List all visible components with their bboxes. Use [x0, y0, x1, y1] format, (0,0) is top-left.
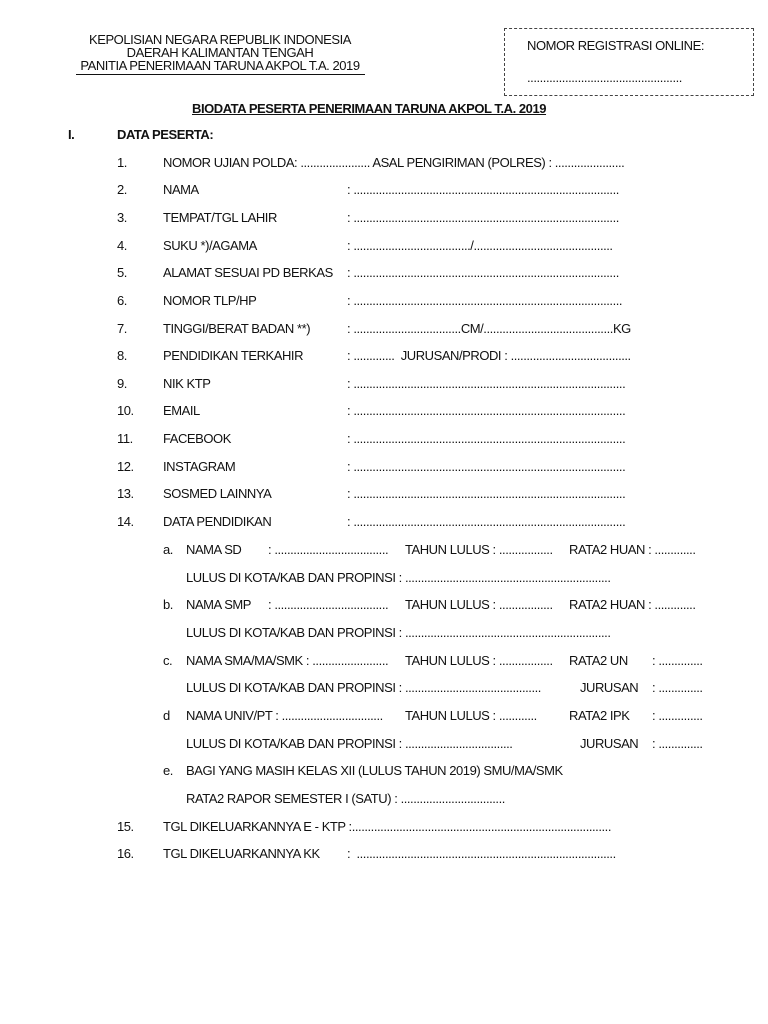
field-univ-ipk[interactable]: : ..............: [652, 708, 703, 723]
field-kk-date[interactable]: : ..................................................................................: [347, 846, 616, 861]
note-grade-xii: BAGI YANG MASIH KELAS XII (LULUS TAHUN 2019) SMU/MA/SMK: [186, 763, 563, 778]
field-name[interactable]: : ....................................................................................: [347, 182, 619, 197]
item-number: 13.: [117, 486, 134, 501]
field-nik[interactable]: : ......................................................................................: [347, 376, 626, 391]
item-number: 16.: [117, 846, 134, 861]
field-univ-name[interactable]: NAMA UNIV/PT : ................................: [186, 708, 383, 723]
field-smp-name[interactable]: : ....................................: [268, 597, 389, 612]
field-label-nik: NIK KTP: [163, 376, 211, 391]
sub-item-letter: d: [163, 708, 170, 723]
field-sma-year[interactable]: TAHUN LULUS : .................: [405, 653, 553, 668]
field-sma-un[interactable]: : ..............: [652, 653, 703, 668]
header-committee: PANITIA PENERIMAAN TARUNA AKPOL T.A. 2019: [80, 58, 360, 73]
sub-item-letter: b.: [163, 597, 173, 612]
field-label-ethnicity-religion: SUKU *)/AGAMA: [163, 238, 257, 253]
field-email[interactable]: : ......................................................................................: [347, 403, 626, 418]
item-number: 11.: [117, 431, 133, 446]
field-report-average[interactable]: RATA2 RAPOR SEMESTER I (SATU) : .................................: [186, 791, 505, 806]
form-title: BIODATA PESERTA PENERIMAAN TARUNA AKPOL T.A. 2019: [192, 101, 547, 116]
item-number: 5.: [117, 265, 127, 280]
field-sma-name[interactable]: NAMA SMA/MA/SMK : ........................: [186, 653, 389, 668]
field-label-phone: NOMOR TLP/HP: [163, 293, 257, 308]
field-label-height-weight: TINGGI/BERAT BADAN **): [163, 321, 311, 336]
section-title: DATA PESERTA:: [117, 127, 214, 142]
field-education-major[interactable]: : ............. JURUSAN/PRODI : ......................................: [347, 348, 631, 363]
header-institution: KEPOLISIAN NEGARA REPUBLIK INDONESIA: [89, 32, 351, 47]
field-label-sma-major: JURUSAN: [580, 680, 639, 695]
item-number: 6.: [117, 293, 127, 308]
field-facebook[interactable]: : ......................................................................................: [347, 431, 626, 446]
field-univ-city[interactable]: LULUS DI KOTA/KAB DAN PROPINSI : ..................................: [186, 736, 513, 751]
field-ektp-date[interactable]: TGL DIKELUARKANNYA E - KTP :..................................................................................: [163, 819, 611, 834]
field-label-sd: NAMA SD: [186, 542, 242, 557]
item-number: 15.: [117, 819, 134, 834]
field-label-other-social: SOSMED LAINNYA: [163, 486, 272, 501]
item-number: 3.: [117, 210, 127, 225]
field-label-address: ALAMAT SESUAI PD BERKAS: [163, 265, 333, 280]
field-sd-name[interactable]: : ....................................: [268, 542, 389, 557]
item-number: 14.: [117, 514, 134, 529]
field-label-birth: TEMPAT/TGL LAHIR: [163, 210, 277, 225]
field-label-instagram: INSTAGRAM: [163, 459, 236, 474]
field-smp-average[interactable]: RATA2 HUAN : .............: [569, 597, 696, 612]
field-label-education: PENDIDIKAN TERKAHIR: [163, 348, 304, 363]
item-number: 12.: [117, 459, 134, 474]
field-height-weight[interactable]: : ..................................CM/.........................................KG: [347, 321, 631, 336]
item-number: 7.: [117, 321, 127, 336]
field-label-facebook: FACEBOOK: [163, 431, 231, 446]
field-sd-year[interactable]: TAHUN LULUS : .................: [405, 542, 553, 557]
field-sma-city[interactable]: LULUS DI KOTA/KAB DAN PROPINSI : ...........................................: [186, 680, 541, 695]
item-number: 1.: [117, 155, 127, 170]
field-sd-average[interactable]: RATA2 HUAN : .............: [569, 542, 696, 557]
item-number: 8.: [117, 348, 127, 363]
field-label-univ-major: JURUSAN: [580, 736, 639, 751]
item-number: 9.: [117, 376, 127, 391]
field-label-email: EMAIL: [163, 403, 200, 418]
sub-item-letter: a.: [163, 542, 173, 557]
field-label-education-data: DATA PENDIDIKAN: [163, 514, 272, 529]
field-education-data[interactable]: : ......................................................................................: [347, 514, 626, 529]
item-number: 2.: [117, 182, 127, 197]
item-number: 10.: [117, 403, 134, 418]
field-label-name: NAMA: [163, 182, 199, 197]
field-ethnicity-religion[interactable]: : ...................................../............................................: [347, 238, 613, 253]
section-number: I.: [68, 127, 75, 142]
field-smp-year[interactable]: TAHUN LULUS : .................: [405, 597, 553, 612]
field-exam-number-origin[interactable]: NOMOR UJIAN POLDA: ...................... ASAL PENGIRIMAN (POLRES) : ......................: [163, 155, 625, 170]
field-univ-year[interactable]: TAHUN LULUS : ............: [405, 708, 537, 723]
field-univ-major[interactable]: : ..............: [652, 736, 703, 751]
field-phone[interactable]: : .....................................................................................: [347, 293, 623, 308]
registration-label: NOMOR REGISTRASI ONLINE:: [527, 38, 705, 53]
header-underline: [76, 74, 365, 75]
field-label-sma-un: RATA2 UN: [569, 653, 628, 668]
field-sd-city[interactable]: LULUS DI KOTA/KAB DAN PROPINSI : .................................................................: [186, 570, 611, 585]
field-address[interactable]: : ....................................................................................: [347, 265, 619, 280]
header-region: DAERAH KALIMANTAN TENGAH: [126, 45, 314, 60]
field-birth[interactable]: : ....................................................................................: [347, 210, 619, 225]
field-smp-city[interactable]: LULUS DI KOTA/KAB DAN PROPINSI : .................................................................: [186, 625, 611, 640]
sub-item-letter: e.: [163, 763, 173, 778]
field-label-kk-date: TGL DIKELUARKANNYA KK: [163, 846, 320, 861]
field-label-univ-ipk: RATA2 IPK: [569, 708, 630, 723]
sub-item-letter: c.: [163, 653, 173, 668]
item-number: 4.: [117, 238, 127, 253]
field-label-smp: NAMA SMP: [186, 597, 252, 612]
field-sma-major[interactable]: : ..............: [652, 680, 703, 695]
registration-field[interactable]: .................................................: [527, 70, 682, 85]
field-other-social[interactable]: : ......................................................................................: [347, 486, 626, 501]
field-instagram[interactable]: : ......................................................................................: [347, 459, 626, 474]
